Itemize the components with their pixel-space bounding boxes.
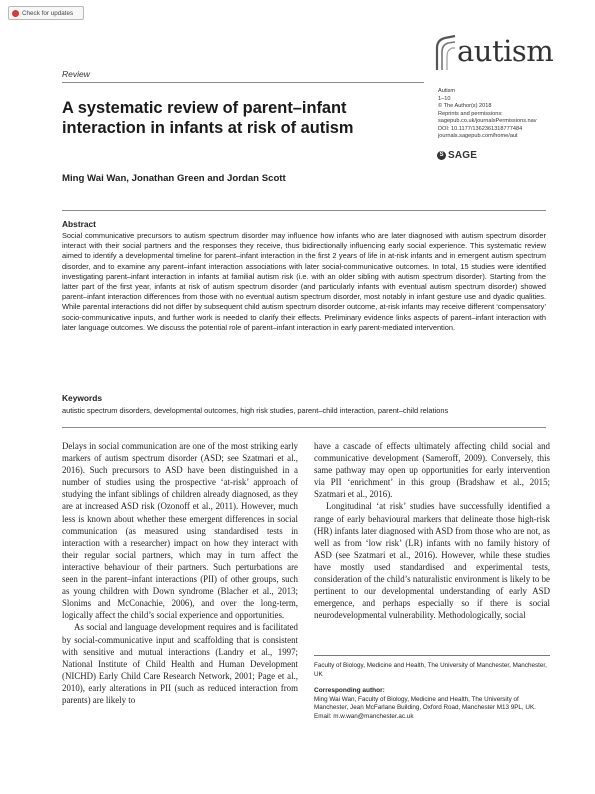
authors: Ming Wai Wan, Jonathan Green and Jordan Scott [62,173,286,184]
journal-logo [431,30,554,80]
doi[interactable]: DOI: 10.1177/1362361318777484 [438,125,523,132]
journal-logo-mark-icon [433,32,457,72]
corresponding-author-text: Ming Wai Wan, Faculty of Biology, Medicine and Health, The University of Manchester, Jean McFarlane Building, Oxford Road, Manchester M13 9PL, UK. [314,695,536,711]
keywords-bottom-rule [62,427,546,428]
page-range: 1–10 [438,95,451,102]
body-paragraph: have a cascade of effects ultimately affecting child social and communicative development (Sameroff, 2009). Conversely, this same pathway may open up opportunities for early intervention via PII ‘enrichment’ in this group (Bradshaw et al., 2015; Szatmari et al., 2016). [314,441,550,500]
article-title: A systematic review of parent–infant interaction in infants at risk of autism [62,99,354,137]
corresponding-author-heading: Corresponding author: [314,687,385,694]
abstract-text: Social communicative precursors to autism spectrum disorder may influence how infants who are later diagnosed with autism spectrum disorder interact with their social partners and the responses they receive, thus bidirectionally influencing early social experience. This systematic review aimed to identify a developmental timeline for parent–infant interaction in the first 2 years of life in at-risk infants and in emergent autism spectrum disorder, and to examine any parent–infant interaction associations with later social-communicative outcomes. In total, 15 studies were identified investigating parent–infant interaction in infants at familial autism risk (i.e. with an older sibling with autism spectrum disorder). Starting from the latter part of the first year, infants at risk of autism spectrum disorder (and particularly infants with eventual autism spectrum disorder) showed parent–infant interaction differences from those with no eventual autism spectrum disorder, most notably in infant gesture use and dyadic qualities. While parental interactions did not differ by subsequent child autism spectrum disorder outcome, at-risk infants may receive different ‘compensatory’ socio-communicative inputs, and further work is needed to clarify their effects. Preliminary evidence links aspects of parent–infant interaction with later language outcomes. We discuss the potential role of parent–infant interaction in early parent-mediated intervention. [62,231,546,332]
body-paragraph: Delays in social communication are one of the most striking early markers of autism spectrum disorder (ASD; see Szatmari et al., 2016). Such precursors to ASD have been distinguished in a number of studies using the prospective ‘at-risk’ approach of studying the infant siblings of children already diagnosed, as they are at increased ASD risk (Ozonoff et al., 2011). However, much less is known about whether these emergent differences in social communication (as measured using standardised tests in interaction with a researcher) impact on how they interact with their regular social partners, which may in turn affect the interactive behaviour of their partners. Such perturbations are seen in the parent–infant interactions (PII) of other groups, such as young children with Down syndrome (Blacher et al., 2013; Slonims and McConachie, 2006), and over the long-term, logically affect the child’s social experience and opportunities. [62,441,298,621]
body-paragraph: Longitudinal ‘at risk’ studies have successfully identified a range of early behavioural markers that delineate those high-risk (HR) infants later diagnosed with ASD from those who are not, as well as from ‘low risk’ (LR) infants with no family history of ASD (see Szatmari et al., 2016). However, while these studies have mostly used standardised and experimental tests, consideration of the child’s naturalistic environment is likely to be pertinent to our developmental understanding of early ASD emergence, and perhaps especially so if there is social neurodevelopmental vulnerability. Methodologically, social [314,501,550,621]
keywords [62,393,546,416]
keywords-heading: Keywords [62,393,103,403]
check-for-updates-badge[interactable] [8,6,84,20]
journal-home-link[interactable]: journals.sagepub.com/home/aut [438,133,518,139]
abstract-heading: Abstract [62,219,96,229]
copyright: © The Author(s) 2018 [438,103,492,109]
journal-meta [438,88,563,141]
affiliation-footnote [314,655,550,721]
affiliation-text: Faculty of Biology, Medicine and Health, The University of Manchester, Manchester, UK [314,662,547,678]
section-label: Review [62,69,90,79]
header-rule [62,82,424,83]
publisher-name: SAGE [448,150,478,161]
journal-logo-word: autism [457,34,554,68]
abstract [62,219,546,333]
permissions-link[interactable]: sagepub.co.uk/journalsPermissions.nav [438,118,537,124]
keywords-text: autistic spectrum disorders, developmental outcomes, high risk studies, parent–child interaction, parent–child relations [62,406,449,415]
update-check-icon [12,10,19,17]
abstract-top-rule [62,210,546,211]
reprints-label: Reprints and permissions: [438,110,503,117]
journal-name: Autism [438,88,456,94]
body-paragraph: As social and language development requires and is facilitated by social-communicative input and scaffolding that is consistent with sensitive and mutual interactions (Landry et al., 1997; National Institute of Child Health and Human Development (NICHD) Early Child Care Research Network, 2001; Page et al., 2010), early alterations in PII (such as reduced interaction from parents) are likely to [62,622,298,705]
check-for-updates-label: Check for updates [22,9,74,17]
sage-icon: S [437,151,446,160]
publisher-logo [437,150,477,161]
body-column-right [314,440,550,621]
corresponding-author-email[interactable]: Email: m.w.wan@manchester.ac.uk [314,712,414,720]
body-column-left [62,440,298,706]
